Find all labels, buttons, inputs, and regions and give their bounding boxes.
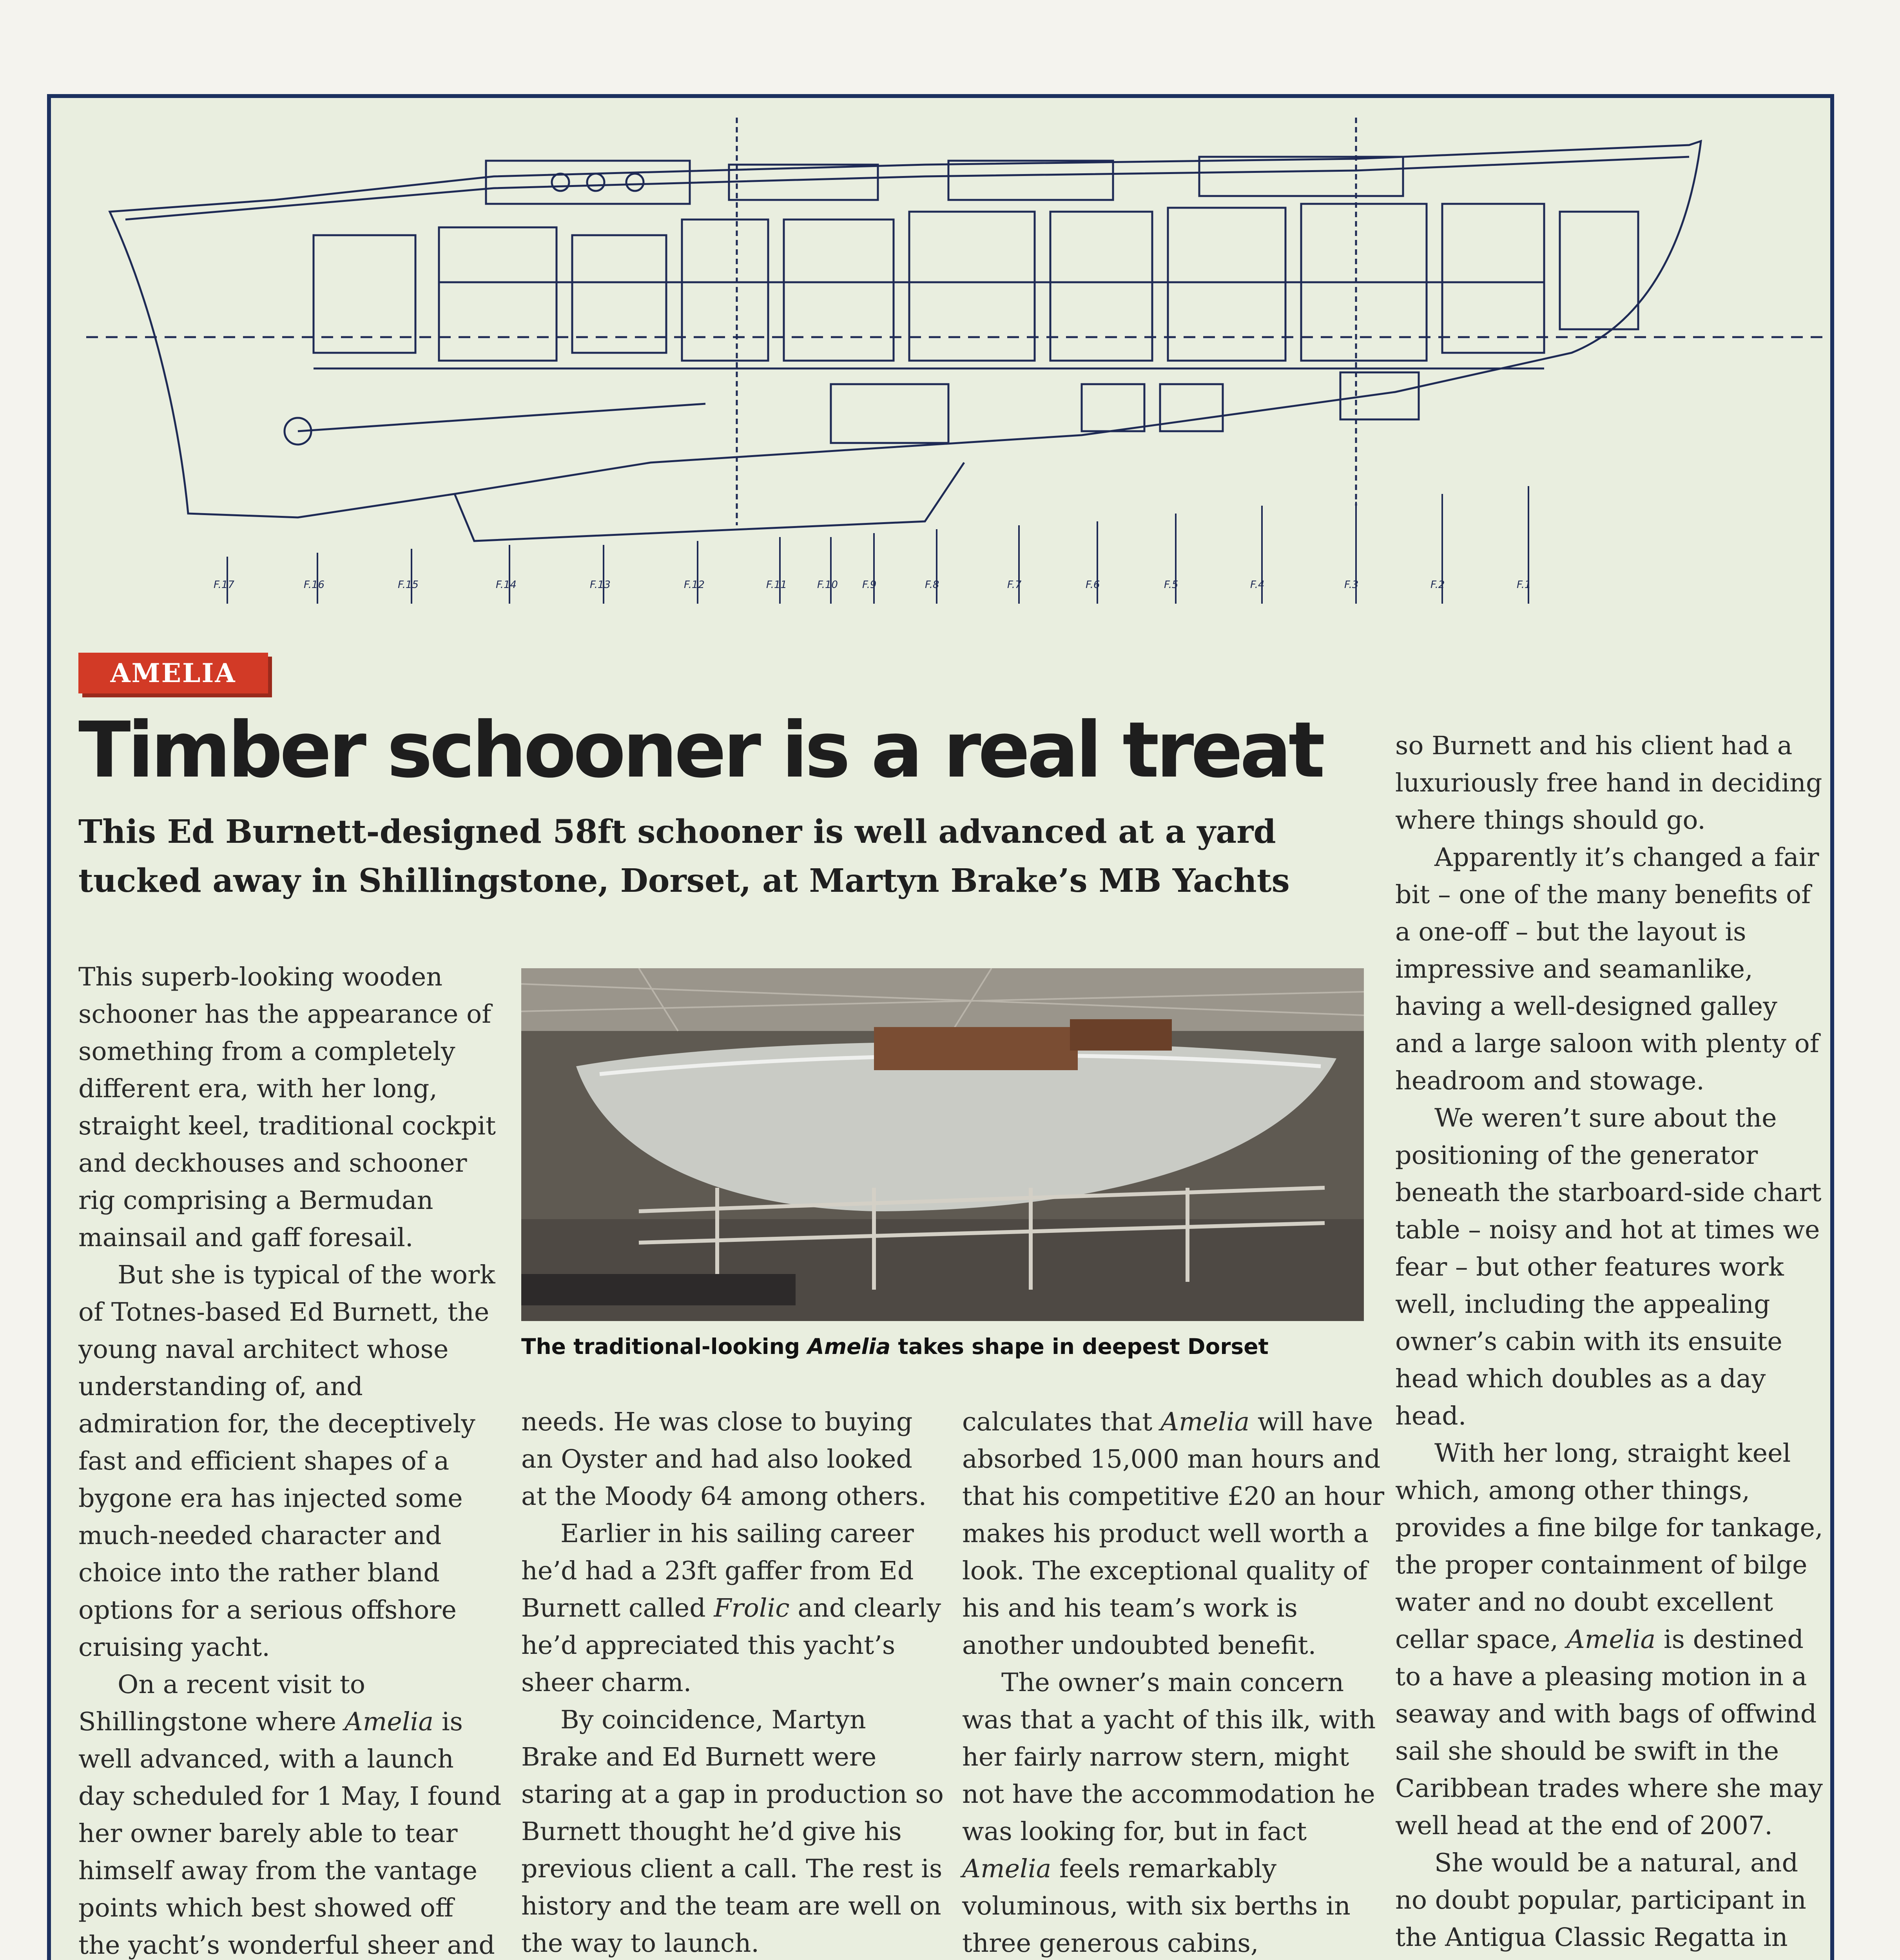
paragraph: By coincidence, Martyn Brake and Ed Burnett were staring at a gap in production so Burnett thought he’d give his previous client a call. The rest is history and the team are well on the way to launch.	[521, 1705, 944, 1958]
frame-label: F.1	[1517, 579, 1531, 591]
frame-label: F.6	[1086, 579, 1100, 591]
paragraph: Earlier in his sailing career he’d had a 23ft gaffer from Ed Burnett called Frolic and clearly he’d appreciated this yacht’s sheer charm.	[521, 1519, 941, 1697]
frame-label: F.15	[398, 579, 419, 591]
paragraph: The owner’s main concern was that a yacht of this ilk, with her fairly narrow stern, might not have the accommodation he was looking for, but in fact Amelia feels remarkably voluminous, with six berths in three generous cabins,	[962, 1668, 1376, 1958]
headline: Timber schooner is a real treat	[78, 706, 1322, 795]
article-column-1	[78, 958, 502, 1960]
paragraph: This superb-looking wooden schooner has the appearance of something from a completely different era, with her long, straight keel, traditional cockpit and deckhouses and schooner rig comprising a Bermudan mainsail and gaff foresail.	[78, 962, 496, 1252]
standfirst: This Ed Burnett-designed 58ft schooner is well advanced at a yard tucked away in Shillingstone, Dorset, at Martyn Brake’s MB Yachts	[78, 813, 1290, 900]
frame-label: F.9	[862, 579, 877, 591]
frame-label: F.13	[590, 579, 611, 591]
section-tag: AMELIA	[78, 653, 268, 693]
hull-construction-photo	[521, 968, 1364, 1321]
frame-label: F.17	[214, 579, 234, 591]
article-column-3	[962, 1403, 1385, 1960]
paragraph: Apparently it’s changed a fair bit – one of the many benefits of a one-off – but the layout is impressive and seamanlike, having a well-designed galley and a large saloon with plenty of headroom and stowage.	[1395, 843, 1819, 1096]
frame-label: F.5	[1164, 579, 1178, 591]
frame-label: F.7	[1007, 579, 1022, 591]
paragraph: But she is typical of the work of Totnes-based Ed Burnett, the young naval architect whose understanding of, and admiration for, the deceptively fast and efficient shapes of a bygone era has injected some much-needed character and choice into the rather bland options for a serious offshore cruising yacht.	[78, 1260, 495, 1662]
frame-label: F.11	[766, 579, 787, 591]
frame-label: F.12	[684, 579, 705, 591]
frame-label: F.10	[817, 579, 838, 591]
paragraph: needs. He was close to buying an Oyster and had also looked at the Moody 64 among others.	[521, 1407, 927, 1511]
paragraph: so Burnett and his client had a luxuriously free hand in deciding where things should go.	[1395, 731, 1822, 835]
paragraph: With her long, straight keel which, among other things, provides a fine bilge for tankage, the proper containment of bilge water and no doubt excellent cellar space, Amelia is destined to a have a pleasing motion in a seaway and with bags of offwind sail she should be swift in the Caribbean trades where she may well head at the end of 2007.	[1395, 1439, 1823, 1840]
frame-label: F.3	[1344, 579, 1359, 591]
frame-label: F.4	[1250, 579, 1265, 591]
frame-label: F.2	[1430, 579, 1445, 591]
yacht-plan-drawing	[63, 118, 1834, 627]
photo-caption: The traditional-looking Amelia takes shape in deepest Dorset	[521, 1334, 1269, 1359]
paragraph: She would be a natural, and no doubt popular, participant in the Antigua Classic Regatta in	[1395, 1848, 1806, 1952]
article-column-2	[521, 1403, 945, 1960]
article-column-4	[1395, 727, 1830, 1960]
hull-outline	[110, 141, 1701, 517]
paragraph: We weren’t sure about the positioning of the generator beneath the starboard-side chart table – noisy and hot at times we fear – but other features work well, including the appealing owner’s cabin with its ensuite head which doubles as a day head.	[1395, 1103, 1822, 1431]
frame-label: F.16	[304, 579, 325, 591]
frame-label: F.14	[496, 579, 517, 591]
frame-label: F.8	[925, 579, 939, 591]
paragraph: calculates that Amelia will have absorbed 15,000 man hours and that his competitive £20 an hour makes his product well worth a look. The exceptional quality of his and his team’s work is another undoubted benefit.	[962, 1407, 1385, 1660]
paragraph: On a recent visit to Shillingstone where Amelia is well advanced, with a launch day scheduled for 1 May, I found her owner barely able to tear himself away from the vantage points which best showed off the yacht’s wonderful sheer and	[78, 1670, 502, 1960]
